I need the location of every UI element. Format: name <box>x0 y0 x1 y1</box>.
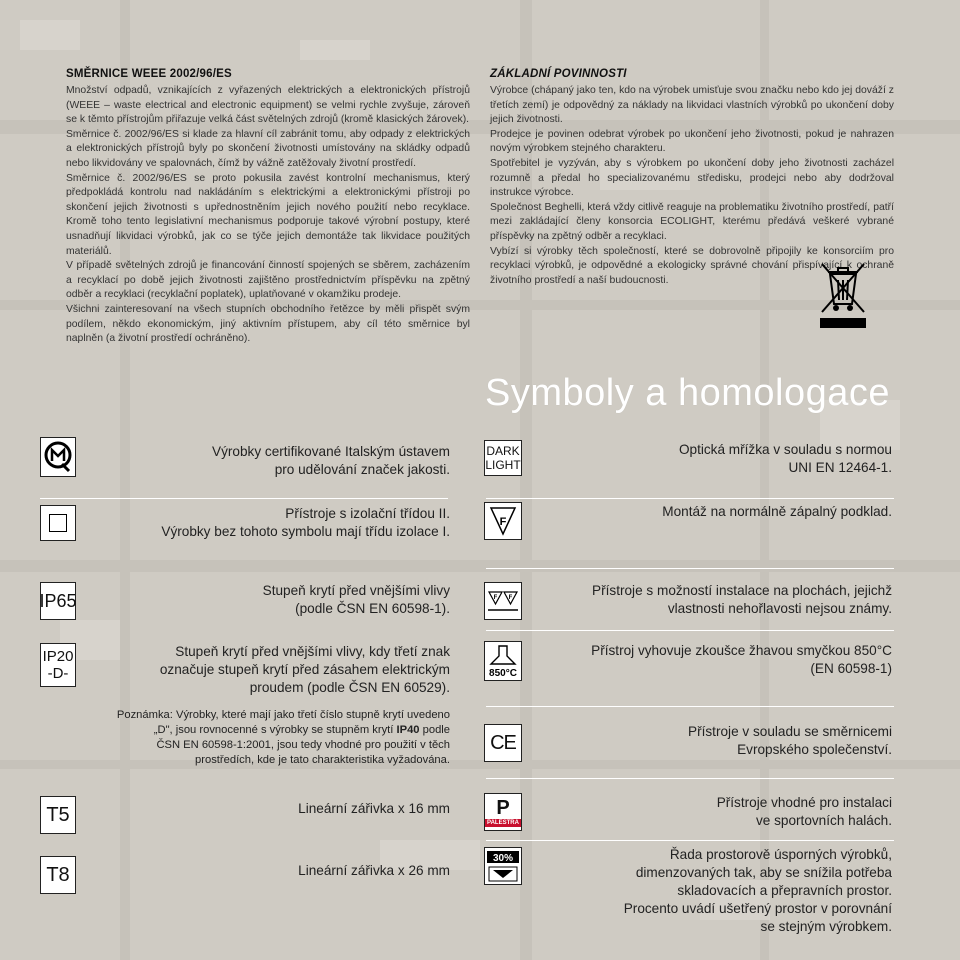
palestra-icon <box>484 793 522 831</box>
glow-wire-line: Přístroj vyhovuje zkoušce žhavou smyčkou 850°C <box>591 643 892 658</box>
f-mark-icon <box>484 502 522 540</box>
weee-title: SMĚRNICE WEEE 2002/96/ES <box>66 68 232 80</box>
palestra-p-label: P <box>496 797 510 819</box>
space-saving-line: dimenzovaných tak, aby se snížila potřeba <box>635 865 892 880</box>
ce-mark-icon <box>484 724 522 762</box>
dark-label: DARK <box>486 444 520 458</box>
weee-paragraph: Směrnice č. 2002/96/ES se proto pokusila zavést kontrolní mechanismus, který předpokládá kontrolu nad nakládáním s elektrickými a elektronickými přístroji po skončení jejich životnosti s upřednostněním jejich nového použití nebo recyklace. Kromě toho tento legislativní mechanismus podporuje takové výrobní postupy, které usnadňují likvidaci výrobků, jak co se týče jejich demontáže tak likvidace použitých materiálů. <box>66 172 470 257</box>
ce-description <box>688 723 892 759</box>
space-saving-line: se stejným výrobkem. <box>760 919 892 934</box>
ip20-line: proudem (podle ČSN EN 60529). <box>249 680 450 695</box>
t5-label: T5 <box>46 803 70 826</box>
symbols-title: Symboly a homologace <box>485 372 890 414</box>
t8-label: T8 <box>46 863 70 886</box>
ip20-d-label: -D- <box>47 665 69 682</box>
space-saving-description <box>624 846 892 936</box>
ip65-line: (podle ČSN EN 60598-1). <box>295 601 450 616</box>
darklight-line: UNI EN 12464-1. <box>788 460 892 475</box>
duties-title: ZÁKLADNÍ POVINNOSTI <box>490 68 627 80</box>
weee-paragraph: Množství odpadů, vznikajících z vyřazených elektrických a elektronických přístrojů (WEEE – waste electrical and electronic equipment) se velmi rychle zvyšuje, zároveň se k těmto přístrojům přiřazuje velká část světelných zdrojů (kromě klasických žárovek). <box>66 85 470 126</box>
ce-line: Přístroje v souladu se směrnicemi <box>688 724 892 739</box>
divider <box>486 778 894 779</box>
ff-mark-description <box>592 582 892 618</box>
f-mark-line: Montáž na normálně zápalný podklad. <box>662 504 892 519</box>
ff-mark-line: Přístroje s možností instalace na plochách, jejichž <box>592 583 892 598</box>
space-saving-line: Řada prostorově úsporných výrobků, <box>669 847 892 862</box>
t5-description <box>298 800 450 818</box>
duties-paragraph: Prodejce je povinen odebrat výrobek po ukončení jeho životnosti, pokud je nahrazen novým výrobkem stejného charakteru. <box>490 128 894 155</box>
glow-wire-label: 850°C <box>489 668 517 679</box>
light-label: LIGHT <box>485 458 521 472</box>
ip65-line: Stupeň krytí před vnějšími vlivy <box>262 583 450 598</box>
space-saving-icon <box>484 847 522 885</box>
ip20-label: IP20 <box>42 648 74 665</box>
t5-lamp-icon <box>40 796 76 834</box>
ip65-description <box>263 582 450 618</box>
note-line: prostředích, kde je tato charakteristika vyžadována. <box>195 754 450 766</box>
ip65-rating-icon <box>40 582 76 620</box>
ff-mark-label: F <box>493 595 498 601</box>
ip20-rating-icon <box>40 643 76 687</box>
space-saving-line: Procento uvádí ušetřený prostor v porovnání <box>623 901 892 916</box>
duties-paragraph: Společnost Beghelli, která vždy citlivě reaguje na problematiku životního prostředí, patří mezi zakládající členy konsorcia ECOLIGHT, kterému předává veškeré vybrané příspěvky na zpětný odběr a recyklaci. <box>490 201 894 242</box>
glow-wire-description <box>591 642 892 678</box>
divider <box>486 498 894 499</box>
weee-paragraph: Směrnice č. 2002/96/ES si klade za hlavní cíl zabránit tomu, aby odpady z elektrických a elektronických přístrojů byly po skončení životnosti umístovány na skládky odpadů nebo likvidovány ve spalovnách, čímž by vážně zatěžovaly životní prostředí. <box>66 128 470 169</box>
ce-line: Evropského společenství. <box>737 742 892 757</box>
imq-description <box>212 443 450 479</box>
weee-paragraph: Všichni zainteresovaní na všech stupních obchodního řetězce by měli přispět svým podílem, někdo ekonomickým, jiný aktivním přístupem, aby cíl této směrnice byl naplněn (a životní prostředí ochráněno). <box>66 303 470 345</box>
f-mark-description <box>662 503 892 521</box>
divider <box>486 630 894 631</box>
darklight-description <box>679 441 892 477</box>
divider <box>40 498 448 499</box>
ff-mark-label: F <box>508 595 513 601</box>
divider <box>486 840 894 841</box>
palestra-description <box>717 794 892 830</box>
t5-line: Lineární zářivka x 16 mm <box>298 801 450 816</box>
t8-lamp-icon <box>40 856 76 894</box>
imq-line: pro udělování značek jakosti. <box>274 462 450 477</box>
ip20-description <box>160 643 450 697</box>
class2-line: Výrobky bez tohoto symbolu mají třídu izolace I. <box>161 524 450 539</box>
ip65-label: IP65 <box>39 590 77 611</box>
note-ip40: IP40 <box>396 724 420 736</box>
t8-line: Lineární zářivka x 26 mm <box>298 863 450 878</box>
note-text <box>117 708 450 768</box>
note-line: Poznámka: Výrobky, které mají jako třetí číslo stupně krytí uvedeno <box>116 709 450 721</box>
ip20-line: označuje stupeň krytí před zásahem elektrickým <box>159 662 450 677</box>
duties-paragraph: Vybízí si výrobky těch společností, které se dobrovolně připojily ke konsorciím pro recyklaci výrobků, je odpovědné a ekologicky správné chování přispívající k ochraně životního prostředí a naší budoucnosti. <box>490 245 894 286</box>
note-line <box>117 723 450 738</box>
ff-mark-line: vlastnosti nehořlavosti nejsou známy. <box>667 601 892 616</box>
duties-section <box>490 68 894 288</box>
ip20-line: Stupeň krytí před vnějšími vlivy, kdy třetí znak <box>175 644 450 659</box>
crossed-bin-icon <box>820 260 866 328</box>
weee-paragraph: V případě světelných zdrojů je financování činností spojených se sběrem, zacházením a recyklací po době jejich životnosti zajištěno prostřednictvím příspěvku na zpětný odběr a recyklaci (recyklační poplatek), uplatňované v okamžiku prodeje. <box>66 260 470 301</box>
palestra-label: PALESTRA <box>487 820 519 826</box>
divider <box>486 706 894 707</box>
duties-paragraph: Spotřebitel je vyzýván, aby s výrobkem po ukončení doby jeho životnosti zacházel rozumně a předal ho specializovanému středisku, prodejci nebo aby dodržoval instrukce výrobce. <box>490 157 894 199</box>
ff-mark-icon <box>484 582 522 620</box>
divider <box>486 568 894 569</box>
note-line: ČSN EN 60598-1:2001, jsou tedy vhodné pro použití v těch <box>156 739 450 751</box>
imq-line: Výrobky certifikované Italským ústavem <box>212 444 450 459</box>
duties-paragraph: Výrobce (chápaný jako ten, kdo na výrobek umisťuje svou značku nebo kdo jej dováží z třetích zemí) je odpovědný za náklady na likvidaci vlastních výrobků po ukončení doby jejich životnosti. <box>490 85 894 126</box>
class2-line: Přístroje s izolační třídou II. <box>285 506 450 521</box>
ce-label: CE <box>490 731 516 754</box>
class-ii-insulation-icon <box>40 505 76 541</box>
glow-wire-850-icon <box>484 641 522 681</box>
note-part: „D", jsou rovnocenné s výrobky se stupněm krytí <box>153 724 397 736</box>
palestra-line: Přístroje vhodné pro instalaci <box>716 795 892 810</box>
note-part: podle <box>419 724 450 736</box>
space-saving-line: skladovacích a přepravních prostor. <box>677 883 892 898</box>
imq-certification-icon <box>40 437 76 477</box>
darklight-line: Optická mřížka v souladu s normou <box>678 442 892 457</box>
f-mark-label: F <box>499 516 507 528</box>
glow-wire-line: (EN 60598-1) <box>810 661 892 676</box>
t8-description <box>298 862 450 880</box>
space-saving-label: 30% <box>492 853 514 864</box>
palestra-line: ve sportovních halách. <box>755 813 892 828</box>
weee-section <box>66 68 470 347</box>
dark-light-icon <box>484 440 522 476</box>
class2-description <box>161 505 450 541</box>
